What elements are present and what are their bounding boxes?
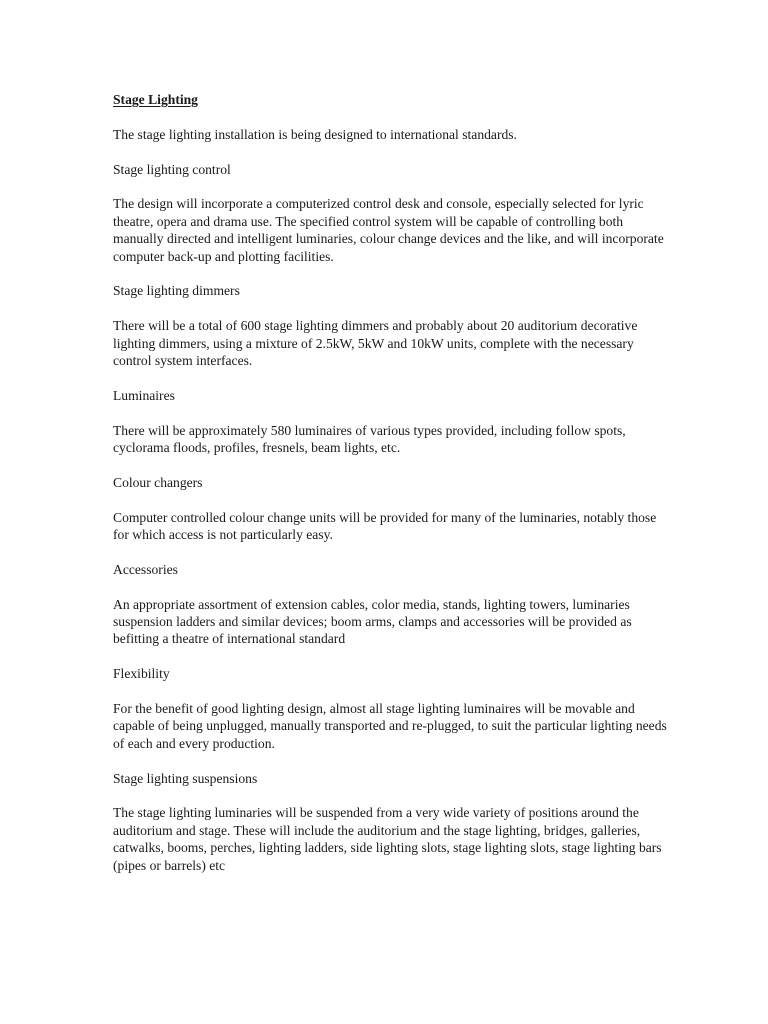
section-body: For the benefit of good lighting design, almost all stage lighting luminaires will be movable and capable of being unplugged, manually transported and re-plugged, to suit the particular lighting needs of each and every production.: [113, 701, 667, 751]
section-body: The design will incorporate a computerized control desk and console, especially selected for lyric theatre, opera and drama use. The specified control system will be capable of controlling both manually directed and intelligent luminaries, colour change devices and the like, and will incorporate computer back-up and plotting facilities.: [113, 196, 664, 264]
section-heading: Luminaires: [113, 387, 175, 403]
document-body: [113, 91, 673, 891]
section-heading: Accessories: [113, 561, 178, 577]
section-heading: Flexibility: [113, 666, 170, 682]
document-title: Stage Lighting: [113, 92, 198, 107]
section-body: There will be a total of 600 stage lighting dimmers and probably about 20 auditorium decorative lighting dimmers, using a mixture of 2.5kW, 5kW and 10kW units, complete with the necessary control system interfaces.: [113, 318, 638, 369]
document-intro: The stage lighting installation is being designed to international standards.: [113, 126, 517, 142]
section-body: Computer controlled colour change units will be provided for many of the luminaries, notably those for which access is not particularly easy.: [113, 509, 657, 543]
section-flexibility: [113, 665, 673, 752]
section-stage-lighting-suspensions: [113, 770, 673, 874]
section-heading: Stage lighting suspensions: [113, 770, 258, 786]
section-body: There will be approximately 580 luminaires of various types provided, including follow spots, cyclorama floods, profiles, fresnels, beam lights, etc.: [113, 422, 626, 456]
section-body: The stage lighting luminaries will be suspended from a very wide variety of positions around the auditorium and stage. These will include the auditorium and the stage lighting, bridges, galleries, catwalks, booms, perches, lighting ladders, side lighting slots, stage lighting slots, stage lighting bars (pipes or barrels) etc: [113, 805, 662, 873]
section-stage-lighting-control: [113, 161, 673, 265]
section-accessories: [113, 561, 673, 648]
section-stage-lighting-dimmers: [113, 282, 673, 369]
section-heading: Colour changers: [113, 474, 203, 490]
section-heading: Stage lighting dimmers: [113, 283, 240, 299]
section-heading: Stage lighting control: [113, 161, 231, 177]
section-luminaires: [113, 387, 673, 457]
section-body: An appropriate assortment of extension cables, color media, stands, lighting towers, luminaries suspension ladders and similar devices; boom arms, clamps and accessories will be provided as befitting a theatre of international standard: [113, 596, 632, 647]
section-colour-changers: [113, 474, 673, 544]
